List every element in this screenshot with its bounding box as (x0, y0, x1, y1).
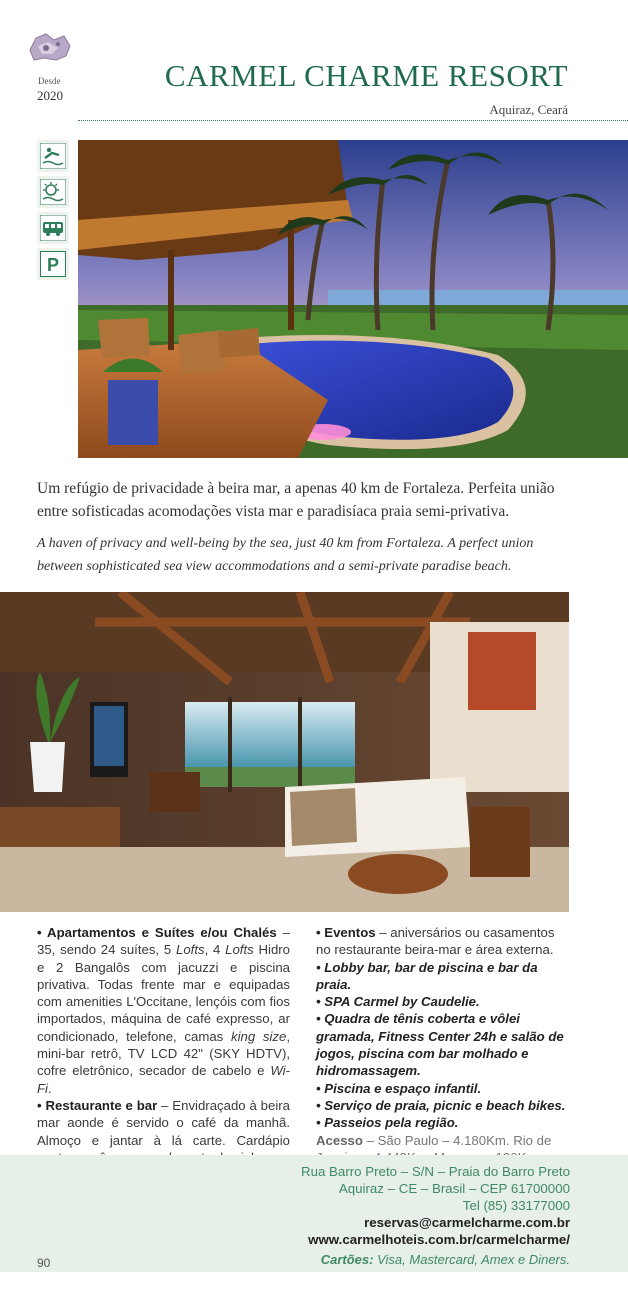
amenity-icons (37, 140, 69, 284)
contact-block (301, 1163, 570, 1248)
list-item: • Passeios pela região. (316, 1115, 459, 1131)
hotel-logo-image (24, 26, 76, 70)
phone: Tel (85) 33177000 (462, 1198, 570, 1213)
list-item: • Quadra de tênis coberta e vôlei gramada, Fitness Center 24h e salão de jogos, piscina com bar molhado e hidromassagem. (316, 1011, 564, 1079)
beach-icon (37, 140, 69, 172)
apartments-title: • Apartamentos e Suítes e/ou Chalés (37, 925, 277, 940)
since-year: 2020 (37, 88, 63, 103)
divider (78, 120, 628, 121)
events-title: • Eventos (316, 925, 376, 940)
since-label: Desde (38, 76, 61, 86)
list-item: • Lobby bar, bar de piscina e bar da praia. (316, 959, 538, 992)
apartments-paragraph: • Apartamentos e Suítes e/ou Chalés – 35, sendo 24 suítes, 5 Lofts, 4 Lofts Hidro e 2 Bangalôs com jacuzzi e piscina privativa. Todas frente mar e equipadas com amenities L'Occitane, lençóis com fios importados, máquina de café expresso, ar condicionado, telefone, camas king size, mini-bar retrô, TV LCD 42" (SKY HDTV), cofre eletrônico, secador de cabelo e Wi-Fi. (37, 925, 291, 1096)
bottom-margin (0, 1272, 628, 1299)
intro-en-line-2: between sophisticated sea view accommodations and a semi-private paradise beach. (37, 559, 512, 574)
list-item: • SPA Carmel by Caudelie. (316, 994, 480, 1010)
sun-sea-icon (37, 176, 69, 208)
address-line-2: Aquiraz – CE – Brasil – CEP 61700000 (338, 1181, 570, 1196)
cards-accepted: Cartões: Visa, Mastercard, Amex e Diners. (320, 1252, 570, 1267)
svg-text:P: P (46, 255, 60, 275)
access-label: Acesso (316, 1132, 363, 1148)
pool-photo (78, 140, 628, 458)
intro-pt-line-2: entre sofisticadas acomodações vista mar e paradisíaca praia semi-privativa. (37, 503, 510, 520)
address-line-1: Rua Barro Preto – S/N – Praia do Barro Preto (300, 1164, 570, 1179)
bus-icon (37, 212, 69, 244)
location: Aquiraz, Ceará (489, 102, 568, 117)
website-link[interactable]: www.carmelhoteis.com.br/carmelcharme/ (308, 1232, 570, 1247)
amenities-right-column (316, 924, 569, 1166)
list-item: • Piscina e espaço infantil. (316, 1080, 482, 1096)
restaurant-paragraph: • Restaurante e bar – Envidraçado à beira mar aonde é servido o café da manhã. Almoço e jantar à lá carte. Cardápio (37, 1097, 290, 1148)
intro-en-line-1: A haven of privacy and well-being by the sea, just 40 km from Fortaleza. A perfect union (37, 536, 534, 551)
page-title: CARMEL CHARME RESORT (164, 58, 568, 93)
email-link[interactable]: reservas@carmelcharme.com.br (364, 1215, 570, 1230)
intro-pt-line-1: Um refúgio de privacidade à beira mar, a apenas 40 km de Fortaleza. Perfeita união (37, 480, 555, 497)
parking-icon (37, 248, 69, 280)
access-paragraph: Acesso – São Paulo – 4.180Km. Rio de (316, 1132, 552, 1148)
list-item: • Serviço de praia, picnic e beach bikes. (316, 1097, 566, 1113)
page-number: 90 (37, 1256, 51, 1270)
room-photo (0, 592, 569, 912)
amenities-left-column (37, 924, 290, 1166)
events-paragraph: • Eventos – aniversários ou casamentos no restaurante beira-mar e área externa. (316, 925, 555, 958)
restaurant-title: • Restaurante e bar (37, 1097, 158, 1113)
